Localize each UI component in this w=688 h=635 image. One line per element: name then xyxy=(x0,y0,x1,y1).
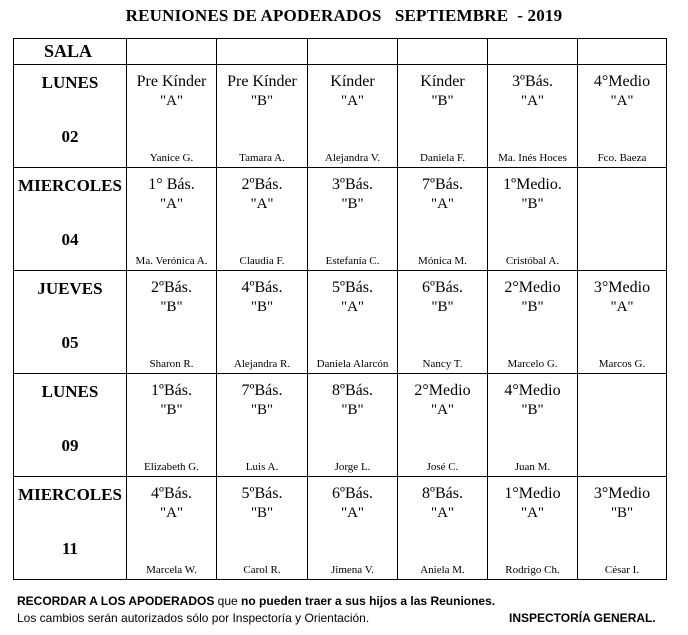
course-name: 8ºBás. xyxy=(332,382,373,399)
course-cell xyxy=(217,477,308,580)
course-cell xyxy=(308,477,398,580)
teacher-name: Marcela W. xyxy=(146,564,197,576)
course-cell xyxy=(127,65,217,168)
day-date: 09 xyxy=(61,436,79,455)
course-section: "B" xyxy=(521,299,544,315)
course-cell xyxy=(578,65,667,168)
course-cell xyxy=(488,477,578,580)
course-name: 6ºBás. xyxy=(332,485,373,502)
course-name: 1°Medio xyxy=(504,485,561,502)
meeting-schedule-table xyxy=(13,38,667,580)
course-name: 3°Medio xyxy=(593,279,651,296)
teacher-name: Alejandra R. xyxy=(233,358,291,370)
course-cell xyxy=(308,65,398,168)
footer-reminder-connector: que xyxy=(214,594,242,608)
day-cell xyxy=(14,65,127,168)
course-cell xyxy=(127,168,217,271)
course-section: "A" xyxy=(430,505,455,521)
teacher-name: Juan M. xyxy=(514,461,551,473)
teacher-name: Jorge L. xyxy=(334,461,371,473)
course-name: 5ºBás. xyxy=(332,279,373,296)
day-name: LUNES xyxy=(41,73,99,92)
course-section: "A" xyxy=(610,93,634,109)
header-cell-sala xyxy=(14,39,127,65)
course-section: "A" xyxy=(159,505,184,521)
course-cell xyxy=(217,374,308,477)
course-section: "B" xyxy=(341,196,364,212)
course-name: 2ºBás. xyxy=(241,176,283,193)
course-section: "A" xyxy=(610,299,634,315)
course-name: 7ºBás. xyxy=(422,176,463,193)
teacher-name: César I. xyxy=(604,564,640,576)
course-cell xyxy=(127,374,217,477)
course-section: "A" xyxy=(159,196,184,212)
course-name: 4°Medio xyxy=(504,382,561,399)
course-section: "B" xyxy=(431,93,454,109)
teacher-name: Claudia F. xyxy=(239,255,285,267)
course-name: 3°Medio xyxy=(593,485,651,502)
schedule-row xyxy=(14,168,667,271)
header-cell xyxy=(308,39,398,65)
course-name: 2ºBás. xyxy=(151,279,192,296)
course-section: "B" xyxy=(250,299,274,315)
teacher-name: Fco. Baeza xyxy=(597,152,647,164)
course-cell xyxy=(217,65,308,168)
course-name: 8ºBás. xyxy=(422,485,463,502)
course-cell xyxy=(398,271,488,374)
course-cell xyxy=(398,65,488,168)
course-name: 1° Bás. xyxy=(148,176,195,193)
course-name: 2°Medio xyxy=(414,382,471,399)
header-cell xyxy=(127,39,217,65)
course-section: "A" xyxy=(430,196,455,212)
day-cell xyxy=(14,477,127,580)
teacher-name: Daniela Alarcón xyxy=(316,358,389,370)
teacher-name: Ma. Verónica A. xyxy=(135,255,208,267)
course-cell xyxy=(398,374,488,477)
course-name: 4ºBás. xyxy=(241,279,283,296)
course-cell xyxy=(308,271,398,374)
teacher-name: Marcelo G. xyxy=(507,358,558,370)
course-section: "B" xyxy=(341,402,364,418)
course-cell xyxy=(578,477,667,580)
course-name: Pre Kínder xyxy=(136,73,207,90)
course-cell xyxy=(308,374,398,477)
teacher-name: Marcos G. xyxy=(598,358,646,370)
teacher-name: Alejandra V. xyxy=(324,152,381,164)
course-cell xyxy=(398,477,488,580)
teacher-name: José C. xyxy=(426,461,459,473)
sala-label: SALA xyxy=(44,41,93,61)
teacher-name: Mónica M. xyxy=(418,255,467,267)
schedule-row xyxy=(14,477,667,580)
course-name: 2°Medio xyxy=(504,279,561,296)
course-name: Kínder xyxy=(420,73,465,90)
course-cell xyxy=(578,271,667,374)
footer-note: Los cambios serán autorizados sólo por Inspectoría y Orientación. xyxy=(17,611,370,625)
day-date: 04 xyxy=(61,230,79,249)
course-name: 3ºBás. xyxy=(332,176,373,193)
course-cell xyxy=(488,374,578,477)
course-section: "A" xyxy=(159,93,184,109)
course-name: 1ºBás. xyxy=(151,382,192,399)
header-cell xyxy=(217,39,308,65)
course-section: "A" xyxy=(340,93,365,109)
course-name: 3ºBás. xyxy=(512,73,553,90)
teacher-name: Aniela M. xyxy=(420,564,465,576)
teacher-name: Rodrigo Ch. xyxy=(505,564,560,576)
course-name xyxy=(578,374,666,382)
day-name: LUNES xyxy=(41,382,99,401)
course-section: "B" xyxy=(610,505,634,521)
course-cell xyxy=(127,271,217,374)
course-name xyxy=(578,168,666,176)
course-section: "B" xyxy=(160,299,183,315)
day-date: 11 xyxy=(61,539,79,558)
schedule-row xyxy=(14,65,667,168)
course-name: Pre Kínder xyxy=(227,73,297,90)
course-cell xyxy=(127,477,217,580)
course-name: 4°Medio xyxy=(593,73,651,90)
day-cell xyxy=(14,374,127,477)
footer-reminder-lead: RECORDAR A LOS APODERADOS xyxy=(17,594,215,608)
course-name: 4ºBás. xyxy=(151,485,192,502)
course-cell xyxy=(488,168,578,271)
footer-reminder-rule: no pueden traer a sus hijos a las Reuniones. xyxy=(241,594,496,608)
course-section: "A" xyxy=(340,505,365,521)
day-name: MIERCOLES xyxy=(18,176,122,195)
course-cell xyxy=(308,168,398,271)
day-cell xyxy=(14,168,127,271)
course-cell xyxy=(488,271,578,374)
course-cell xyxy=(217,168,308,271)
course-name: 5ºBás. xyxy=(241,485,283,502)
teacher-name: Yanice G. xyxy=(149,152,194,164)
header-cell xyxy=(578,39,667,65)
teacher-name: Nancy T. xyxy=(422,358,463,370)
course-section: "B" xyxy=(250,402,274,418)
teacher-name: Daniela F. xyxy=(420,152,465,164)
teacher-name: Cristóbal A. xyxy=(505,255,560,267)
course-cell xyxy=(488,65,578,168)
course-name: 7ºBás. xyxy=(241,382,283,399)
day-name: JUEVES xyxy=(37,279,103,298)
teacher-name: Sharon R. xyxy=(149,358,194,370)
course-cell xyxy=(578,168,667,271)
course-cell xyxy=(578,374,667,477)
course-section: "B" xyxy=(521,402,544,418)
course-cell xyxy=(217,271,308,374)
day-date: 05 xyxy=(61,333,79,352)
teacher-name: Jimena V. xyxy=(331,564,374,576)
day-date: 02 xyxy=(61,127,79,146)
course-section: "B" xyxy=(160,402,183,418)
course-section: "B" xyxy=(250,93,274,109)
teacher-name: Estefanía C. xyxy=(325,255,380,267)
course-section: "A" xyxy=(430,402,455,418)
course-section: "A" xyxy=(250,196,274,212)
teacher-name: Elizabeth G. xyxy=(144,461,199,473)
course-name: 1ºMedio. xyxy=(503,176,562,193)
header-cell xyxy=(488,39,578,65)
teacher-name: Ma. Inés Hoces xyxy=(498,152,567,164)
teacher-name: Luis A. xyxy=(245,461,279,473)
teacher-name: Carol R. xyxy=(243,564,281,576)
day-cell xyxy=(14,271,127,374)
course-section: "B" xyxy=(431,299,454,315)
footer-signature: INSPECTORÍA GENERAL. xyxy=(509,611,656,625)
course-section: "B" xyxy=(521,196,544,212)
header-row xyxy=(14,39,667,65)
header-cell xyxy=(398,39,488,65)
course-section: "A" xyxy=(340,299,365,315)
course-name: Kínder xyxy=(330,73,375,90)
course-section: "A" xyxy=(520,93,545,109)
schedule-row xyxy=(14,271,667,374)
page-title: REUNIONES DE APODERADOS SEPTIEMBRE - 2019 xyxy=(125,6,563,25)
course-section: "B" xyxy=(250,505,274,521)
schedule-row xyxy=(14,374,667,477)
course-name: 6ºBás. xyxy=(422,279,463,296)
day-name: MIERCOLES xyxy=(18,485,122,504)
course-section: "A" xyxy=(520,505,545,521)
teacher-name: Tamara A. xyxy=(239,152,285,164)
course-cell xyxy=(398,168,488,271)
footer-reminder xyxy=(17,594,495,608)
